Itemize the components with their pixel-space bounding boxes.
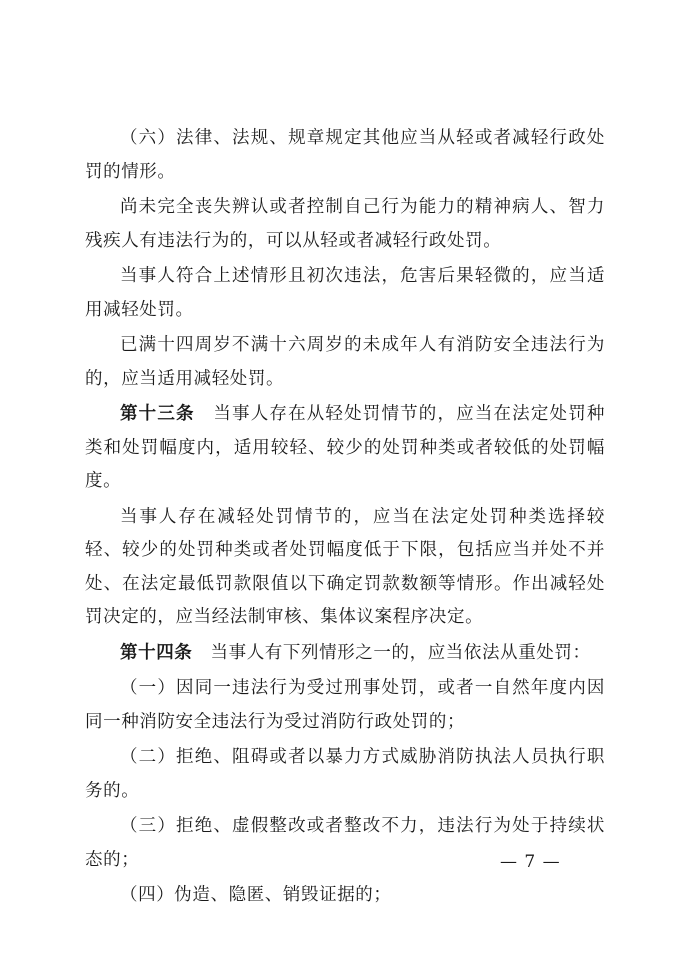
article-14-title: 第十四条 — [120, 642, 193, 663]
paragraph-item-6 — [85, 122, 605, 189]
paragraph-text: 当事人有下列情形之一的，应当依法从重处罚： — [192, 642, 591, 663]
article-13-title: 第十三条 — [120, 404, 195, 424]
paragraph-text: （六）法律、法规、规章规定其他应当从轻或者减轻行政处罚的情形。 — [85, 128, 605, 182]
paragraph-text: （一）因同一违法行为受过刑事处罚，或者一自然年度内因同一种消防安全违法行为受过消防行政处罚的； — [85, 678, 605, 732]
paragraph-text: （三）拒绝、虚假整改或者整改不力，违法行为处于持续状态的； — [85, 816, 605, 870]
paragraph-text: 尚未完全丧失辨认或者控制自己行为能力的精神病人、智力残疾人有违法行为的，可以从轻或者减轻行政处罚。 — [85, 197, 605, 251]
article-14 — [85, 637, 605, 671]
article-13 — [85, 398, 605, 499]
paragraph-text: 已满十四周岁不满十六周岁的未成年人有消防安全违法行为的，应当适用减轻处罚。 — [85, 335, 605, 389]
paragraph-item-2 — [85, 741, 605, 808]
paragraph-mitigated-penalty — [85, 501, 605, 635]
paragraph-minor — [85, 329, 605, 396]
paragraph-text: 当事人符合上述情形且初次违法，危害后果轻微的，应当适用减轻处罚。 — [85, 266, 605, 320]
paragraph-text: 当事人存在减轻处罚情节的，应当在法定处罚种类选择较轻、较少的处罚种类或者处罚幅度低于下限，包括应当并处不并处、在法定最低罚款限值以下确定罚款数额等情形。作出减轻处罚决定的，应当经法制审核、集体议案程序决定。 — [85, 506, 605, 627]
paragraph-item-1 — [85, 672, 605, 739]
paragraph-item-4 — [85, 879, 605, 913]
paragraph-first-offense — [85, 260, 605, 327]
page-number: — 7 — — [500, 852, 561, 872]
paragraph-text: （四）伪造、隐匿、销毁证据的； — [120, 885, 392, 905]
paragraph-mental-illness — [85, 191, 605, 258]
paragraph-text: （二）拒绝、阻碍或者以暴力方式威胁消防执法人员执行职务的。 — [85, 747, 605, 801]
paragraph-text: 当事人存在从轻处罚情节的，应当在法定处罚种类和处罚幅度内，适用较轻、较少的处罚种类或者较低的处罚幅度。 — [85, 404, 605, 491]
document-body — [85, 122, 605, 915]
